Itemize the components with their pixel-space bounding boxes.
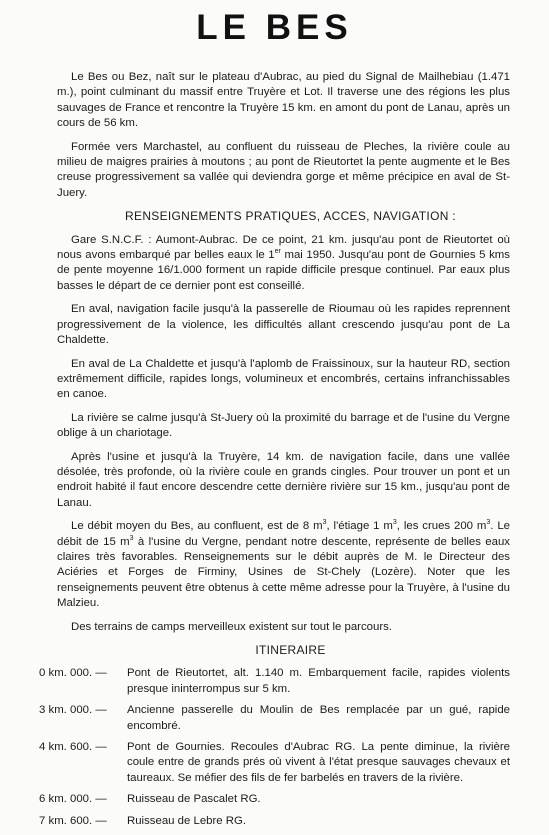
article-body xyxy=(39,70,511,835)
itineraire-km: 7 km. 600. — xyxy=(39,814,107,827)
paragraph-chaldette: En aval de La Chaldette et jusqu'à l'aplomb de Fraissinoux, sur la hauteur RD, section extrêmement difficile, rapides longs, volumineux et encombrés, certains infranchissables en canoe. xyxy=(57,357,510,401)
itineraire-desc: Ruisseau de Lebre RG. xyxy=(127,814,247,827)
paragraph-camps: Des terrains de camps merveilleux existent sur tout le parcours. xyxy=(71,620,392,633)
itineraire-desc: Pont de Gournies. Recoules d'Aubrac RG. La pente diminue, la rivière coule entre de grands prés où vivent à l'état presque sauvages chevaux et taureaux. Se méfier des fils de fer barbelés en travers de la rivière. xyxy=(127,741,510,784)
itineraire-desc: Ancienne passerelle du Moulin de Bes remplacée par un gué, rapide encombré. xyxy=(127,704,510,732)
itineraire-km: 3 km. 000. — xyxy=(39,704,107,717)
itineraire-km: 4 km. 600. — xyxy=(39,741,107,754)
paragraph-gare: Gare S.N.C.F. : Aumont-Aubrac. De ce point, 21 km. jusqu'au pont de Rieutortet où nous avons embarqué par belles eaux le 1er mai 1950. Jusqu'au pont de Gournies 5 kms de pente moyenne 16/1.000 forment un rapide difficile presque continuel. Par eaux plus basses le départ de ce dernier pont est conseillé. xyxy=(57,233,510,292)
itineraire-list xyxy=(39,666,510,829)
section-heading: RENSEIGNEMENTS PRATIQUES, ACCES, NAVIGATION : xyxy=(125,209,456,224)
paragraph-debit: Le débit moyen du Bes, au confluent, est de 8 $m^3$, l'étiage 1 $m^3$, les crues 200 $m^3$. Le débit de 15 $m^3$ à l'usine du Vergne, pendant notre descente, représente de belles eaux claires très favorables. Renseignements sur le débit auprès de M. le Directeur des Aciéries et Forges de Firminy, Usines de St-Chely (Lozère). Noter que les renseignements peuvent être obtenus à cette même adresse pour la Truyère, à l'usine du Malzieu. xyxy=(57,519,511,610)
itineraire-desc: Ruisseau de Pascalet RG. xyxy=(127,793,261,806)
page-title: LE BES xyxy=(196,8,353,47)
itineraire-km: 0 km. 000. — xyxy=(39,667,107,680)
paragraph-st-juery: La rivière se calme jusqu'à St-Juery où la proximité du barrage et de l'usine du Vergne oblige à un chariotage. xyxy=(57,411,510,440)
paragraph-aval: En aval, navigation facile jusqu'à la passerelle de Rioumau où les rapides reprennent progressivement de la violence, les difficultés allant crescendo jusqu'au pont de La Chaldette. xyxy=(57,303,510,347)
itineraire-desc: Pont de Rieutortet, alt. 1.140 m. Embarquement facile, rapides violents presque ininterrompus sur 5 km. xyxy=(127,667,510,695)
itineraire-row xyxy=(39,814,510,829)
itineraire-title: ITINERAIRE xyxy=(255,643,326,657)
intro-paragraph-1: Le Bes ou Bez, naît sur le plateau d'Aubrac, au pied du Signal de Mailhebiau (1.471 m.), point culminant du massif entre Truyère et Lot. Il traverse une des régions les plus sauvages de France et rencontre la Truyère 15 km. en amont du pont de Lanau, après un cours de 56 km. xyxy=(57,71,510,130)
intro-paragraph-2: Formée vers Marchastel, au confluent du ruisseau de Pleches, la rivière coule au milieu de maigres prairies à moutons ; au pont de Rieutortet la pente augmente et le Bes creuse progressivement sa vallée qui deviendra gorge et même précipice en aval de St-Juery. xyxy=(57,140,510,199)
itineraire-row xyxy=(39,703,510,734)
itineraire-row xyxy=(39,792,510,807)
paragraph-truyere: Après l'usine et jusqu'à la Truyère, 14 km. de navigation facile, dans une vallée désolée, très profonde, où la rivière coule en grands cingles. Pour trouver un pont et un endroit habité il faut encore descendre cette dernière rivière sur 15 km., jusqu'au pont de Lanau. xyxy=(57,450,510,509)
itineraire-km: 6 km. 000. — xyxy=(39,793,107,806)
itineraire-row xyxy=(39,666,510,697)
itineraire-row xyxy=(39,740,510,786)
